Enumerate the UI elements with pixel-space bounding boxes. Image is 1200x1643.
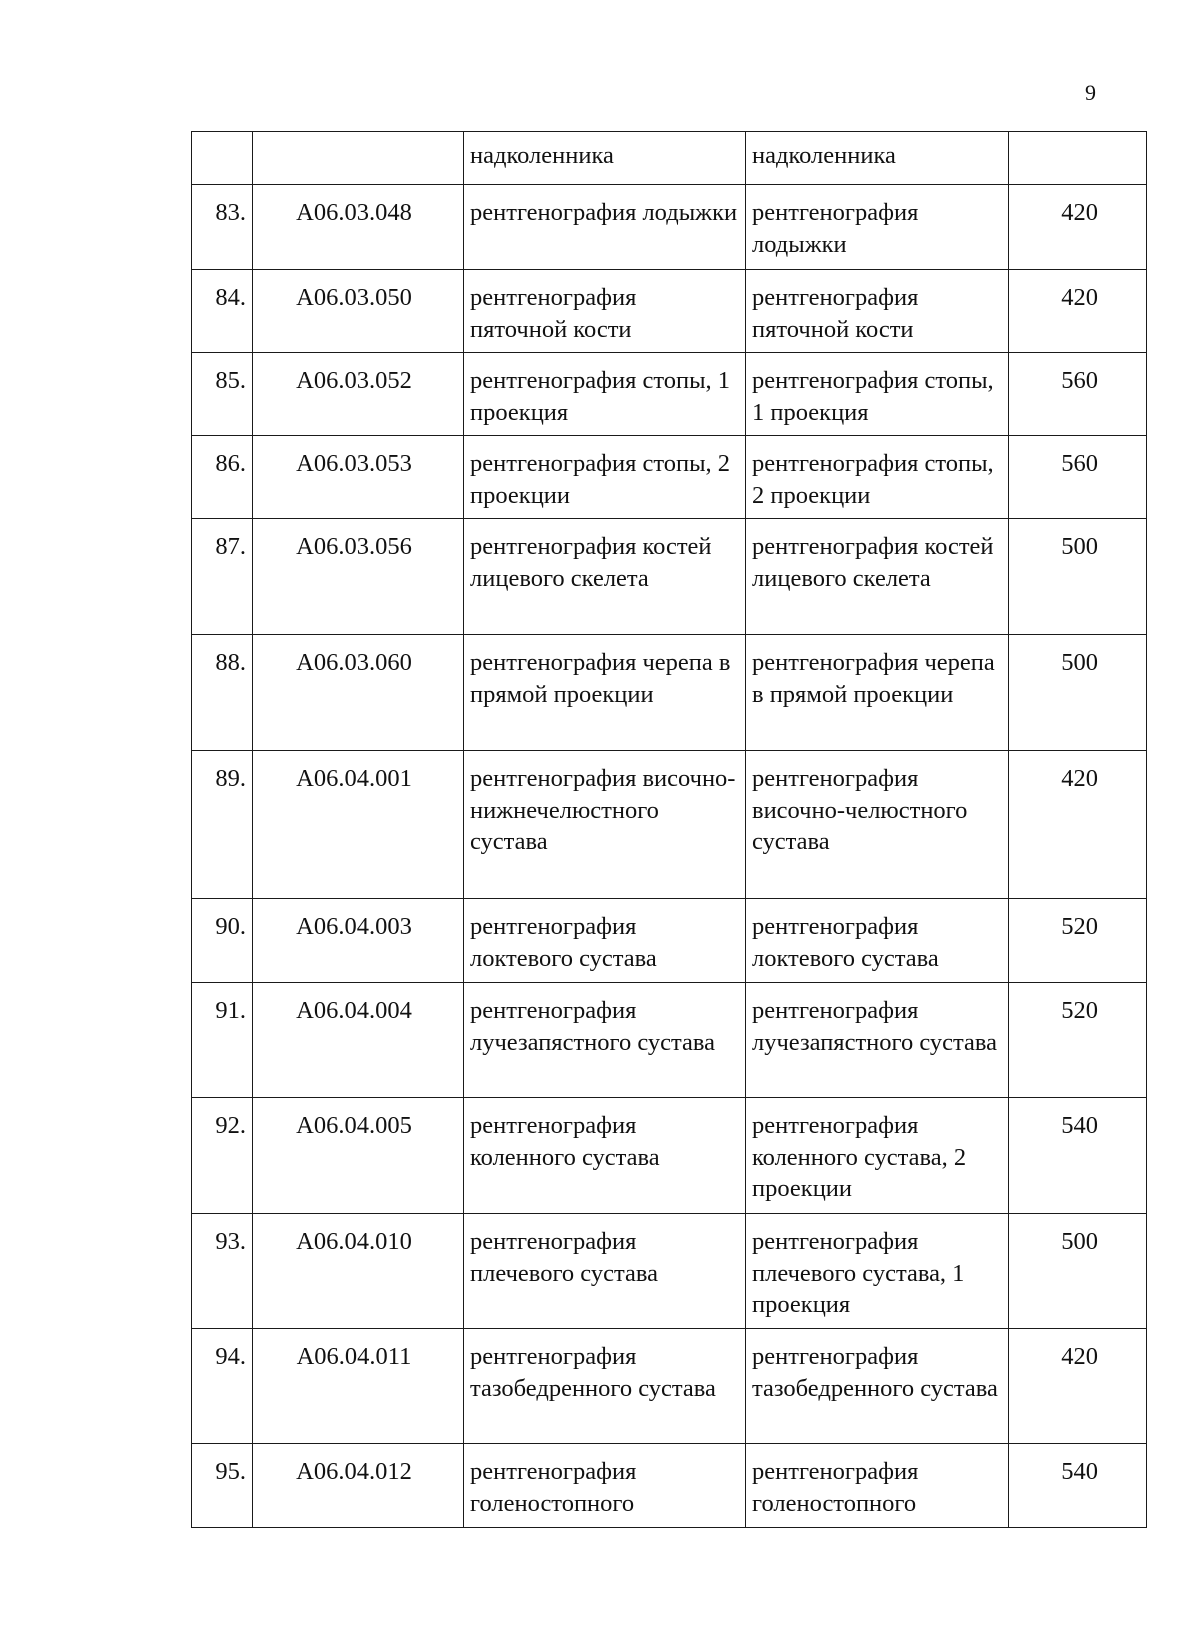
table-row (192, 132, 1147, 185)
service-name-cell: рентгенография стопы, 2 проекции (464, 436, 746, 519)
price-cell: 520 (1009, 983, 1147, 1098)
price-cell: 420 (1009, 751, 1147, 899)
service-code-cell: A06.04.001 (253, 751, 464, 899)
table-row (192, 899, 1147, 983)
price-cell: 500 (1009, 1214, 1147, 1329)
price-cell: 420 (1009, 185, 1147, 270)
table-row (192, 1214, 1147, 1329)
price-cell: 560 (1009, 436, 1147, 519)
price-cell: 420 (1009, 1329, 1147, 1444)
service-code-cell: A06.03.050 (253, 270, 464, 353)
service-name-cell: рентгенография локтевого сустава (464, 899, 746, 983)
table-row (192, 185, 1147, 270)
service-name-alt-cell: рентгенография костей лицевого скелета (746, 519, 1009, 635)
service-name-cell: рентгенография голеностопного (464, 1444, 746, 1528)
service-name-alt-cell: рентгенография стопы, 1 проекция (746, 353, 1009, 436)
row-number-cell: 87. (192, 519, 253, 635)
service-name-cell: рентгенография черепа в прямой проекции (464, 635, 746, 751)
table-row (192, 353, 1147, 436)
service-name-cell: рентгенография коленного сустава (464, 1098, 746, 1214)
service-code-cell: A06.04.003 (253, 899, 464, 983)
service-code-cell: A06.03.056 (253, 519, 464, 635)
row-number-cell: 95. (192, 1444, 253, 1528)
row-number-cell: 88. (192, 635, 253, 751)
row-number-cell: 89. (192, 751, 253, 899)
service-name-alt-cell: рентгенография пяточной кости (746, 270, 1009, 353)
table-row (192, 635, 1147, 751)
service-name-alt-cell: рентгенография стопы, 2 проекции (746, 436, 1009, 519)
table-row (192, 983, 1147, 1098)
service-code-cell: A06.04.005 (253, 1098, 464, 1214)
service-name-cell: рентгенография лучезапястного сустава (464, 983, 746, 1098)
table-row (192, 1444, 1147, 1528)
service-name-alt-cell: рентгенография тазобедренного сустава (746, 1329, 1009, 1444)
service-name-alt-cell: рентгенография плечевого сустава, 1 проекция (746, 1214, 1009, 1329)
service-name-cell: рентгенография стопы, 1 проекция (464, 353, 746, 436)
service-name-alt-cell: надколенника (746, 132, 1009, 185)
service-name-alt-cell: рентгенография лучезапястного сустава (746, 983, 1009, 1098)
service-name-alt-cell: рентгенография височно-челюстного сустава (746, 751, 1009, 899)
price-cell: 500 (1009, 519, 1147, 635)
table-row (192, 1329, 1147, 1444)
price-cell: 540 (1009, 1444, 1147, 1528)
table-row (192, 270, 1147, 353)
row-number-cell: 94. (192, 1329, 253, 1444)
service-name-alt-cell: рентгенография черепа в прямой проекции (746, 635, 1009, 751)
price-cell: 420 (1009, 270, 1147, 353)
services-price-table (191, 131, 1147, 1528)
table-row (192, 751, 1147, 899)
table-row (192, 1098, 1147, 1214)
page-number: 9 (1085, 80, 1096, 105)
row-number-cell: 93. (192, 1214, 253, 1329)
row-number-cell: 92. (192, 1098, 253, 1214)
service-name-alt-cell: рентгенография голеностопного (746, 1444, 1009, 1528)
price-cell: 560 (1009, 353, 1147, 436)
price-cell: 520 (1009, 899, 1147, 983)
service-name-cell: рентгенография плечевого сустава (464, 1214, 746, 1329)
service-name-cell: рентгенография височно-нижнечелюстного сустава (464, 751, 746, 899)
service-code-cell: A06.04.004 (253, 983, 464, 1098)
service-code-cell: A06.04.010 (253, 1214, 464, 1329)
service-name-cell: рентгенография тазобедренного сустава (464, 1329, 746, 1444)
service-name-alt-cell: рентгенография лодыжки (746, 185, 1009, 270)
service-code-cell: A06.03.052 (253, 353, 464, 436)
service-name-cell: рентгенография костей лицевого скелета (464, 519, 746, 635)
service-code-cell: A06.04.012 (253, 1444, 464, 1528)
service-name-cell: рентгенография пяточной кости (464, 270, 746, 353)
service-code-cell: A06.03.053 (253, 436, 464, 519)
table-row (192, 519, 1147, 635)
row-number-cell (192, 132, 253, 185)
service-code-cell: A06.04.011 (253, 1329, 464, 1444)
service-name-alt-cell: рентгенография коленного сустава, 2 проекции (746, 1098, 1009, 1214)
price-cell: 500 (1009, 635, 1147, 751)
row-number-cell: 90. (192, 899, 253, 983)
service-code-cell (253, 132, 464, 185)
table-row (192, 436, 1147, 519)
row-number-cell: 86. (192, 436, 253, 519)
service-name-alt-cell: рентгенография локтевого сустава (746, 899, 1009, 983)
row-number-cell: 85. (192, 353, 253, 436)
service-code-cell: A06.03.048 (253, 185, 464, 270)
row-number-cell: 83. (192, 185, 253, 270)
service-name-cell: рентгенография лодыжки (464, 185, 746, 270)
table-body (192, 132, 1147, 1528)
service-code-cell: A06.03.060 (253, 635, 464, 751)
service-name-cell: надколенника (464, 132, 746, 185)
row-number-cell: 91. (192, 983, 253, 1098)
row-number-cell: 84. (192, 270, 253, 353)
price-cell (1009, 132, 1147, 185)
price-cell: 540 (1009, 1098, 1147, 1214)
